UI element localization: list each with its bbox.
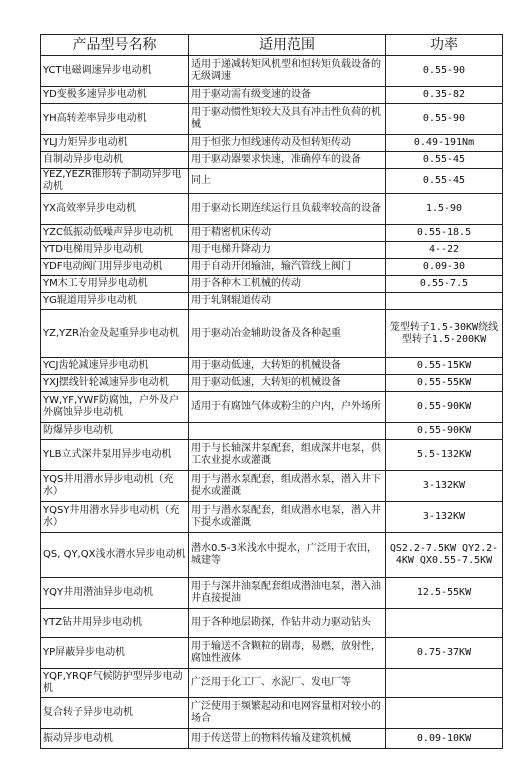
application-scope-cell: 用于恒张力恒线速传动及恒转矩传动 (189, 135, 386, 152)
table-row (41, 423, 503, 440)
table-row (41, 392, 503, 423)
header-application-scope: 适用范围 (189, 35, 386, 56)
application-scope-cell: 用于各种木工机械的传动 (189, 276, 386, 293)
product-model-cell: YEZ,YEZR锥形转子制动异步电动机 (41, 169, 189, 194)
product-model-cell: 防爆异步电动机 (41, 423, 189, 440)
table-row (41, 152, 503, 169)
application-scope-cell: 用于精密机床传动 (189, 225, 386, 242)
table-row (41, 669, 503, 698)
product-model-cell: YQY井用潜油异步电动机 (41, 578, 189, 609)
application-scope-cell: 用于传送带上的物料传输及建筑机械 (189, 729, 386, 749)
application-scope-cell: 广泛使用于频繁起动和电网容量相对较小的场合 (189, 698, 386, 729)
table-row (41, 502, 503, 533)
application-scope-cell: 用于驱动需有级变速的设备 (189, 87, 386, 104)
application-scope-cell: 适用于有腐蚀气体或粉尘的户内，户外场所 (189, 392, 386, 423)
header-product-model: 产品型号名称 (41, 35, 189, 56)
product-model-cell: YCT电磁调速异步电动机 (41, 56, 189, 87)
power-cell: 0.55-45 (386, 169, 503, 194)
product-model-cell: QS, QY,QX浅水潜水异步电动机 (41, 533, 189, 578)
table-row (41, 729, 503, 749)
application-scope-cell: 用于与潜水泵配套，组成潜水电泵，潜入井下提水或灌溉 (189, 502, 386, 533)
table-row (41, 609, 503, 638)
power-cell: 12.5-55KW (386, 578, 503, 609)
power-cell: 0.75-37KW (386, 638, 503, 669)
table-row (41, 533, 503, 578)
application-scope-cell: 用于与深井油泵配套组成潜油电泵，潜入油井直接提油 (189, 578, 386, 609)
table-row (41, 259, 503, 276)
header-row (41, 35, 503, 56)
product-model-cell: YLB立式深井泵用异步电动机 (41, 440, 189, 471)
table-row (41, 194, 503, 225)
table-row (41, 169, 503, 194)
application-scope-cell: 用于驱动冶金辅助设备及各种起重 (189, 310, 386, 358)
application-scope-cell: 用于电梯升降动力 (189, 242, 386, 259)
application-scope-cell: 用于驱动长期连续运行且负载率较高的设备 (189, 194, 386, 225)
table-row (41, 225, 503, 242)
application-scope-cell: 用于轧钢辊道传动 (189, 293, 386, 310)
application-scope-cell: 适用于递减转矩风机型和恒转矩负载设备的无级调速 (189, 56, 386, 87)
power-cell: 0.55-55KW (386, 375, 503, 392)
product-model-cell: YM木工专用异步电动机 (41, 276, 189, 293)
product-model-cell: YQS井用潜水异步电动机（充水） (41, 471, 189, 502)
power-cell: 1.5-90 (386, 194, 503, 225)
product-model-cell: YZ,YZR冶金及起重异步电动机 (41, 310, 189, 358)
application-scope-cell: 用于驱动惯性矩较大及具有冲击性负荷的机械 (189, 104, 386, 135)
application-scope-cell: 用于输送不含颗粒的剧毒，易燃，放射性，腐蚀性液体 (189, 638, 386, 669)
table-row (41, 471, 503, 502)
power-cell: 0.55-18.5 (386, 225, 503, 242)
application-scope-cell: 同上 (189, 169, 386, 194)
product-model-cell: YDF电动阀门用异步电动机 (41, 259, 189, 276)
product-model-cell: YQF,YRQF气候防护型异步电动机 (41, 669, 189, 698)
table-body (41, 56, 503, 749)
table-row (41, 440, 503, 471)
table-row (41, 242, 503, 259)
application-scope-cell: 用于驱动低速，大转矩的机械设备 (189, 358, 386, 375)
table-row (41, 56, 503, 87)
table-row (41, 578, 503, 609)
table-row (41, 87, 503, 104)
product-model-cell: YXJ摆线针轮减速异步电动机 (41, 375, 189, 392)
application-scope-cell: 潜水0.5-3米浅水中提水，广泛用于农田，城建等 (189, 533, 386, 578)
power-cell: 4--22 (386, 242, 503, 259)
product-model-cell: YD变极多速异步电动机 (41, 87, 189, 104)
table-row (41, 358, 503, 375)
product-model-cell: YZC低振动低噪声异步电动机 (41, 225, 189, 242)
power-cell: 0.55-90KW (386, 392, 503, 423)
product-model-cell: 自制动异步电动机 (41, 152, 189, 169)
product-model-cell: YCJ齿轮减速异步电动机 (41, 358, 189, 375)
product-model-cell: YP屏蔽异步电动机 (41, 638, 189, 669)
product-model-cell: 复合转子异步电动机 (41, 698, 189, 729)
product-model-cell: YTZ钻井用异步电动机 (41, 609, 189, 638)
power-cell: 0.49-191Nm (386, 135, 503, 152)
application-scope-cell: 用于驱动低速，大转矩的机械设备 (189, 375, 386, 392)
power-cell (386, 609, 503, 638)
power-cell: 0.09-10KW (386, 729, 503, 749)
product-model-cell: 振动异步电动机 (41, 729, 189, 749)
product-model-cell: YW,YF,YWF防腐蚀，户外及户外腐蚀异步电动机 (41, 392, 189, 423)
application-scope-cell: 用于驱动器要求快速，准确停车的设备 (189, 152, 386, 169)
power-cell (386, 669, 503, 698)
power-cell: 0.55-90 (386, 56, 503, 87)
application-scope-cell: 用于自动开闭输油，输汽管线上阀门 (189, 259, 386, 276)
product-model-cell: YX高效率异步电动机 (41, 194, 189, 225)
power-cell: 3-132KW (386, 471, 503, 502)
table-row (41, 698, 503, 729)
product-model-cell: YQSY井用潜水异步电动机（充水） (41, 502, 189, 533)
power-cell: 5.5-132KW (386, 440, 503, 471)
power-cell: 笼型转子1.5-30KW绕线型转子1.5-200KW (386, 310, 503, 358)
application-scope-cell: 广泛用于化工厂、水泥厂、发电厂等 (189, 669, 386, 698)
product-model-cell: YTD电梯用异步电动机 (41, 242, 189, 259)
product-model-cell: YH高转差率异步电动机 (41, 104, 189, 135)
power-cell: 0.55-90KW (386, 423, 503, 440)
table-row (41, 375, 503, 392)
table-row (41, 135, 503, 152)
power-cell: 0.55-7.5 (386, 276, 503, 293)
power-cell (386, 293, 503, 310)
header-power: 功率 (386, 35, 503, 56)
table-row (41, 293, 503, 310)
application-scope-cell (189, 423, 386, 440)
power-cell: 0.55-15KW (386, 358, 503, 375)
table-row (41, 104, 503, 135)
power-cell (386, 698, 503, 729)
power-cell: QS2.2-7.5KW QY2.2-4KW QX0.55-7.5KW (386, 533, 503, 578)
power-cell: 0.09-30 (386, 259, 503, 276)
motor-product-table (40, 34, 503, 749)
product-model-cell: YG辊道用异步电动机 (41, 293, 189, 310)
power-cell: 3-132KW (386, 502, 503, 533)
power-cell: 0.55-90 (386, 104, 503, 135)
product-model-cell: YLJ力矩异步电动机 (41, 135, 189, 152)
application-scope-cell: 用于与长轴深井泵配套，组成深井电泵，供工农业提水或灌溉 (189, 440, 386, 471)
application-scope-cell: 用于各种地层勘探，作钻井动力驱动钻头 (189, 609, 386, 638)
application-scope-cell: 用于与潜水泵配套，组成潜水泵，潜入井下提水或灌溉 (189, 471, 386, 502)
power-cell: 0.55-45 (386, 152, 503, 169)
table-row (41, 638, 503, 669)
table-row (41, 276, 503, 293)
table-row (41, 310, 503, 358)
power-cell: 0.35-82 (386, 87, 503, 104)
